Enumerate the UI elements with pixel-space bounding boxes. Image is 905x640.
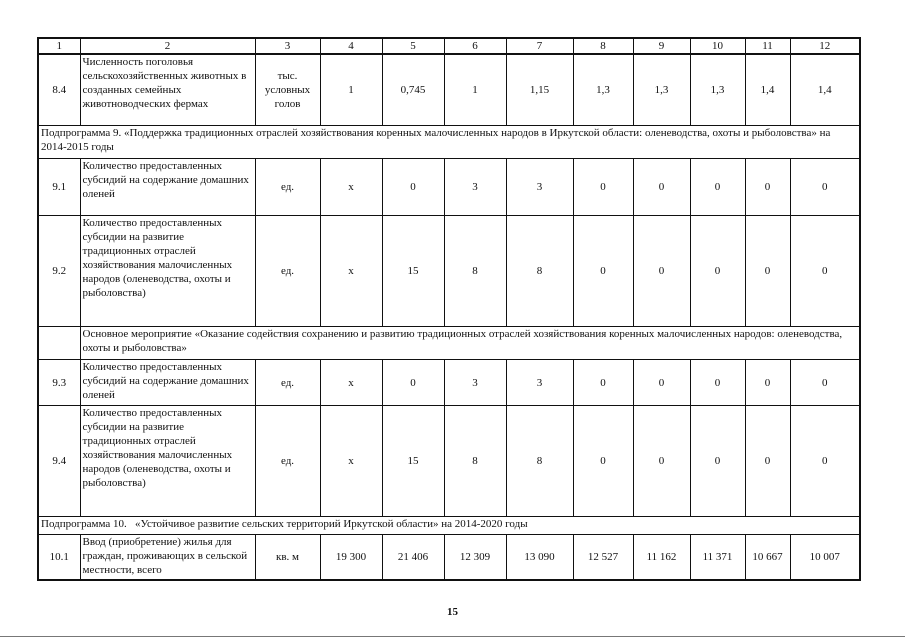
value-cell: 1,15 xyxy=(506,54,573,126)
subprogram-9-title: Подпрограмма 9. «Поддержка традиционных отраслей хозяйствования коренных малочисленных народов в Иркутской области: оленеводства, охоты и рыболовства» на 2014-2015 годы xyxy=(38,126,860,159)
column-number: 5 xyxy=(382,38,444,54)
value-cell: 0 xyxy=(690,406,745,517)
main-activity-title: Основное мероприятие «Оказание содействия сохранению и развитию традиционных отраслей хозяйствования коренных малочисленных народов: оленеводства, охоты и рыболовства» xyxy=(80,327,860,360)
column-number: 11 xyxy=(745,38,790,54)
row-number: 10.1 xyxy=(38,535,80,581)
value-cell: 0 xyxy=(382,159,444,216)
unit-cell: ед. xyxy=(255,159,320,216)
row-number: 9.2 xyxy=(38,216,80,327)
column-number: 4 xyxy=(320,38,382,54)
value-cell: 0 xyxy=(633,159,690,216)
table-row xyxy=(38,360,860,406)
value-cell: 0 xyxy=(573,360,633,406)
unit-cell: тыс. условных голов xyxy=(255,54,320,126)
table-row xyxy=(38,54,860,126)
value-cell: 1,3 xyxy=(633,54,690,126)
value-cell: 11 371 xyxy=(690,535,745,581)
table-row xyxy=(38,159,860,216)
empty-cell xyxy=(38,327,80,360)
value-cell: 8 xyxy=(506,406,573,517)
table-row xyxy=(38,406,860,517)
value-cell: 0 xyxy=(790,406,860,517)
value-cell: 8 xyxy=(444,406,506,517)
value-cell: 12 309 xyxy=(444,535,506,581)
column-number: 10 xyxy=(690,38,745,54)
row-number: 9.4 xyxy=(38,406,80,517)
value-cell: 0 xyxy=(745,216,790,327)
page-edge-line xyxy=(0,636,905,637)
page-number: 15 xyxy=(447,606,458,618)
value-cell: 19 300 xyxy=(320,535,382,581)
value-cell: 3 xyxy=(506,159,573,216)
value-cell: 0 xyxy=(690,360,745,406)
table-row xyxy=(38,535,860,581)
value-cell: 8 xyxy=(506,216,573,327)
column-number-row xyxy=(38,38,860,54)
value-cell: 0 xyxy=(633,216,690,327)
table-row xyxy=(38,216,860,327)
row-number: 8.4 xyxy=(38,54,80,126)
value-cell: 1,4 xyxy=(790,54,860,126)
value-cell: 0 xyxy=(633,406,690,517)
subprogram-row xyxy=(38,126,860,159)
subprogram-10-title: Подпрограмма 10. «Устойчивое развитие сельских территорий Иркутской области» на 2014-2020 годы xyxy=(38,517,860,535)
value-cell: 0 xyxy=(790,360,860,406)
value-cell: 0 xyxy=(745,159,790,216)
indicator-name: Количество предоставленных субсидии на развитие традиционных отраслей хозяйствования малочисленных народов (оленеводства, охоты и рыболовства) xyxy=(80,216,255,327)
value-cell: 1 xyxy=(320,54,382,126)
value-cell: 13 090 xyxy=(506,535,573,581)
value-cell: 8 xyxy=(444,216,506,327)
row-number: 9.3 xyxy=(38,360,80,406)
value-cell: х xyxy=(320,159,382,216)
unit-cell: ед. xyxy=(255,360,320,406)
value-cell: 0 xyxy=(690,159,745,216)
value-cell: х xyxy=(320,360,382,406)
column-number: 9 xyxy=(633,38,690,54)
value-cell: 0 xyxy=(633,360,690,406)
column-number: 6 xyxy=(444,38,506,54)
value-cell: 0 xyxy=(745,360,790,406)
indicator-name: Ввод (приобретение) жилья для граждан, проживающих в сельской местности, всего xyxy=(80,535,255,581)
column-number: 3 xyxy=(255,38,320,54)
subprogram-row xyxy=(38,517,860,535)
value-cell: 0 xyxy=(573,159,633,216)
value-cell: 11 162 xyxy=(633,535,690,581)
unit-cell: ед. xyxy=(255,406,320,517)
value-cell: 3 xyxy=(506,360,573,406)
value-cell: 15 xyxy=(382,216,444,327)
indicator-name: Количество предоставленных субсидий на содержание домашних оленей xyxy=(80,360,255,406)
value-cell: 21 406 xyxy=(382,535,444,581)
value-cell: 0 xyxy=(573,216,633,327)
indicator-name: Количество предоставленных субсидии на развитие традиционных отраслей хозяйствования малочисленных народов (оленеводства, охоты и рыболовства) xyxy=(80,406,255,517)
value-cell: 3 xyxy=(444,159,506,216)
value-cell: 0 xyxy=(573,406,633,517)
value-cell: 0 xyxy=(690,216,745,327)
value-cell: 1,4 xyxy=(745,54,790,126)
indicator-name: Численность поголовья сельскохозяйственных животных в созданных семейных животноводческих фермах xyxy=(80,54,255,126)
unit-cell: ед. xyxy=(255,216,320,327)
value-cell: 3 xyxy=(444,360,506,406)
value-cell: 10 007 xyxy=(790,535,860,581)
column-number: 1 xyxy=(38,38,80,54)
value-cell: х xyxy=(320,406,382,517)
column-number: 7 xyxy=(506,38,573,54)
value-cell: х xyxy=(320,216,382,327)
main-activity-row xyxy=(38,327,860,360)
indicator-table xyxy=(37,37,861,581)
unit-cell: кв. м xyxy=(255,535,320,581)
value-cell: 0 xyxy=(382,360,444,406)
column-number: 2 xyxy=(80,38,255,54)
column-number: 8 xyxy=(573,38,633,54)
value-cell: 0 xyxy=(790,159,860,216)
row-number: 9.1 xyxy=(38,159,80,216)
value-cell: 15 xyxy=(382,406,444,517)
value-cell: 0 xyxy=(790,216,860,327)
value-cell: 1,3 xyxy=(573,54,633,126)
indicator-name: Количество предоставленных субсидий на содержание домашних оленей xyxy=(80,159,255,216)
value-cell: 0,745 xyxy=(382,54,444,126)
value-cell: 1,3 xyxy=(690,54,745,126)
value-cell: 12 527 xyxy=(573,535,633,581)
value-cell: 1 xyxy=(444,54,506,126)
column-number: 12 xyxy=(790,38,860,54)
value-cell: 0 xyxy=(745,406,790,517)
value-cell: 10 667 xyxy=(745,535,790,581)
